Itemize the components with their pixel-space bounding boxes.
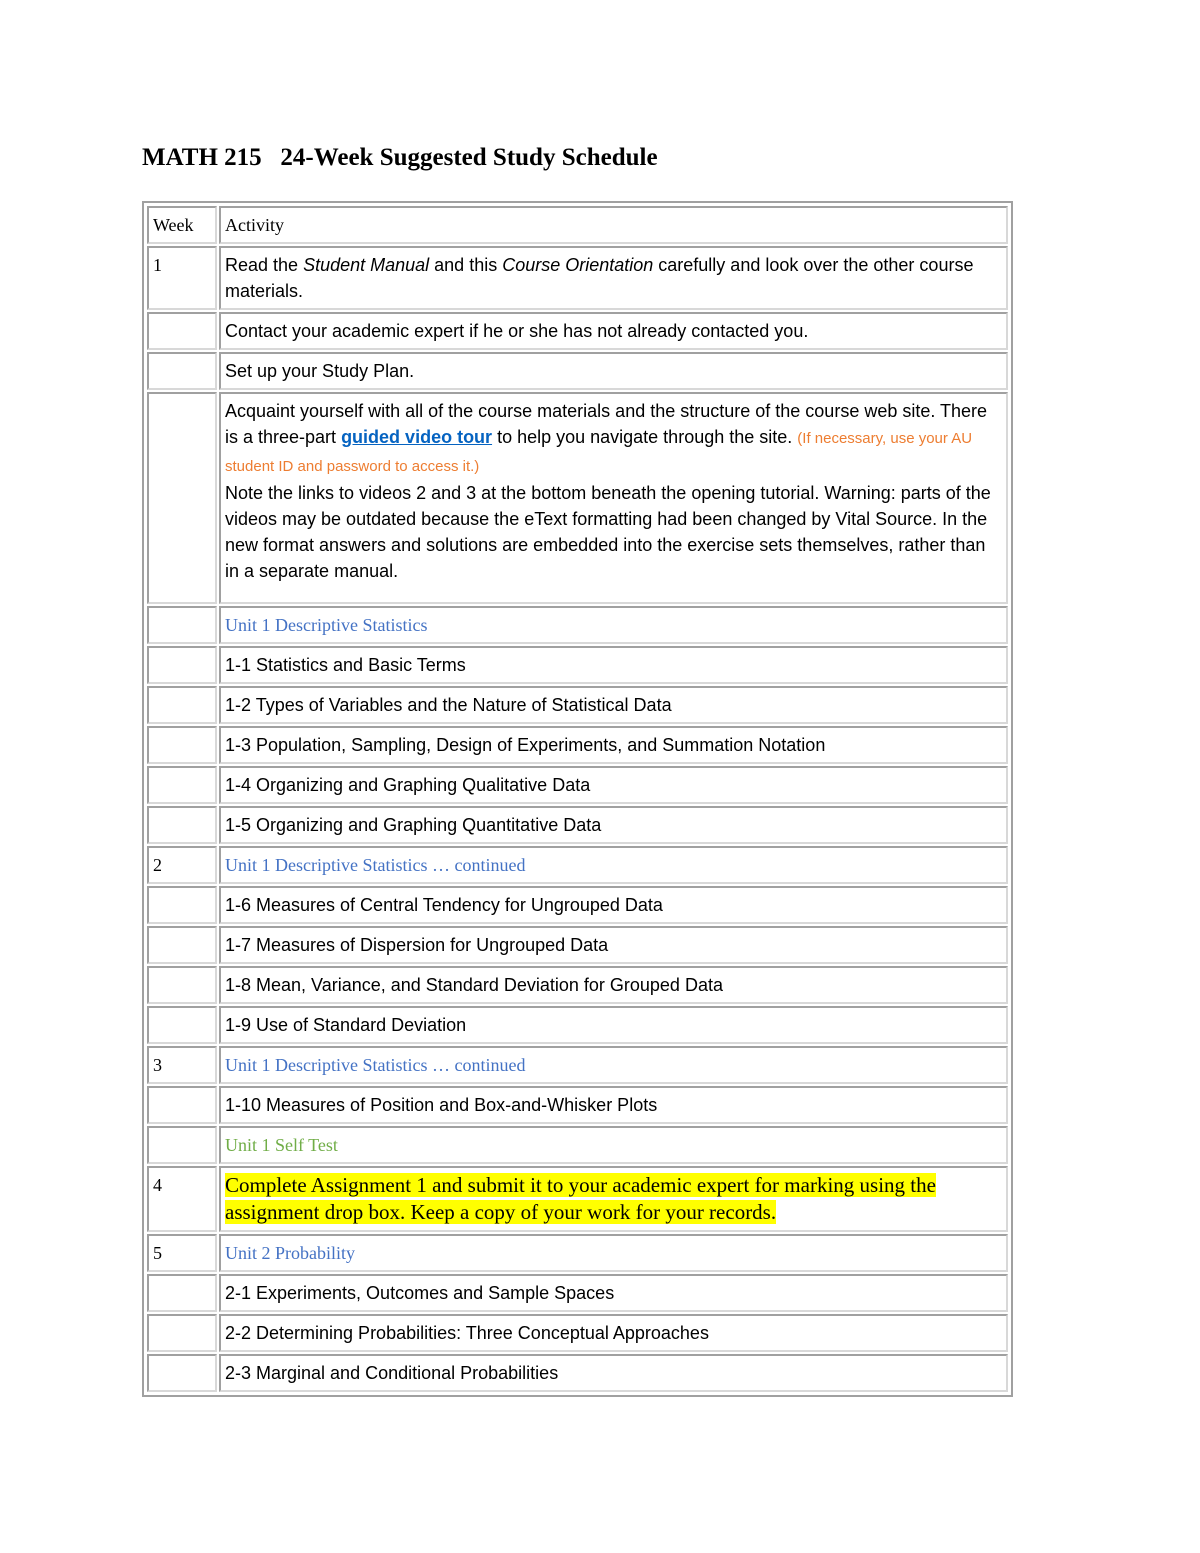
week-cell [147,886,217,924]
week-cell [147,1086,217,1124]
activity-cell [219,246,1008,310]
video-warning-text: Note the links to videos 2 and 3 at the bottom beneath the opening tutorial. Warning: parts of the videos may be outdated because the eText formatting had been changed by Vital Source. In the new format answers and solutions are embedded into the exercise sets themselves, rather than in a separate manual. [225,483,991,581]
week-cell [147,1354,217,1392]
week-cell [147,392,217,604]
activity-cell: 2-2 Determining Probabilities: Three Conceptual Approaches [219,1314,1008,1352]
activity-cell: 1-4 Organizing and Graphing Qualitative Data [219,766,1008,804]
unit-heading: Unit 1 Descriptive Statistics … continued [219,1046,1008,1084]
activity-cell: 1-3 Population, Sampling, Design of Experiments, and Summation Notation [219,726,1008,764]
table-row [147,312,1008,350]
table-row [147,1086,1008,1124]
table-row [147,392,1008,604]
table-row [147,686,1008,724]
self-test-heading: Unit 1 Self Test [219,1126,1008,1164]
week-cell [147,966,217,1004]
unit-heading: Unit 2 Probability [219,1234,1008,1272]
week-cell: 3 [147,1046,217,1084]
table-row [147,926,1008,964]
table-row [147,1126,1008,1164]
week-cell [147,926,217,964]
table-row [147,1274,1008,1312]
activity-cell: Set up your Study Plan. [219,352,1008,390]
table-row [147,1046,1008,1084]
week-cell [147,606,217,644]
activity-cell: 1-8 Mean, Variance, and Standard Deviation for Grouped Data [219,966,1008,1004]
activity-text: Read the [225,255,304,275]
week-cell: 2 [147,846,217,884]
activity-cell: Contact your academic expert if he or she has not already contacted you. [219,312,1008,350]
table-row [147,806,1008,844]
week-cell [147,806,217,844]
login-note: (If necessary, use your AU student ID and password to access it.) [225,430,973,475]
page-title: MATH 215 24-Week Suggested Study Schedule [142,144,658,171]
activity-cell: 1-7 Measures of Dispersion for Ungrouped Data [219,926,1008,964]
table-row [147,1314,1008,1352]
table-row [147,1166,1008,1232]
activity-cell [219,392,1008,604]
table-row [147,1006,1008,1044]
table-row [147,246,1008,310]
week-cell: 5 [147,1234,217,1272]
guided-video-tour-link[interactable]: guided video tour [341,427,493,447]
table-row [147,606,1008,644]
week-cell: 1 [147,246,217,310]
week-cell [147,1314,217,1352]
study-schedule-table [142,201,1013,1397]
week-cell [147,1126,217,1164]
week-column-header: Week [147,206,217,244]
activity-text: carefully and look over the other course materials. [225,255,974,301]
week-cell [147,352,217,390]
activity-text: and this [429,255,503,275]
table-row [147,766,1008,804]
table-row [147,352,1008,390]
week-cell [147,766,217,804]
table-row [147,1354,1008,1392]
activity-column-header: Activity [219,206,1008,244]
activity-cell: 1-9 Use of Standard Deviation [219,1006,1008,1044]
table-row [147,1234,1008,1272]
week-cell [147,312,217,350]
student-manual-title: Student Manual [303,255,430,275]
week-cell [147,646,217,684]
week-cell [147,1006,217,1044]
week-cell: 4 [147,1166,217,1232]
activity-cell: 2-3 Marginal and Conditional Probabilities [219,1354,1008,1392]
activity-cell: 2-1 Experiments, Outcomes and Sample Spaces [219,1274,1008,1312]
activity-cell: 1-5 Organizing and Graphing Quantitative Data [219,806,1008,844]
week-cell [147,1274,217,1312]
course-orientation-title: Course Orientation [502,255,654,275]
table-row [147,726,1008,764]
unit-heading: Unit 1 Descriptive Statistics [219,606,1008,644]
assignment-instruction: Complete Assignment 1 and submit it to your academic expert for marking using the assignment drop box. Keep a copy of your work for your records. [225,1173,936,1224]
activity-text: Acquaint yourself with all of the course materials and the structure of the course web site. There is a three-part [225,401,988,447]
unit-heading: Unit 1 Descriptive Statistics … continued [219,846,1008,884]
activity-cell: 1-6 Measures of Central Tendency for Ungrouped Data [219,886,1008,924]
activity-cell: 1-10 Measures of Position and Box-and-Whisker Plots [219,1086,1008,1124]
table-header-row [147,206,1008,244]
activity-text: to help you navigate through the site. [492,427,798,447]
table-row [147,886,1008,924]
activity-cell: 1-1 Statistics and Basic Terms [219,646,1008,684]
week-cell [147,726,217,764]
week-cell [147,686,217,724]
table-row [147,646,1008,684]
activity-cell: 1-2 Types of Variables and the Nature of Statistical Data [219,686,1008,724]
activity-cell [219,1166,1008,1232]
table-row [147,846,1008,884]
table-row [147,966,1008,1004]
